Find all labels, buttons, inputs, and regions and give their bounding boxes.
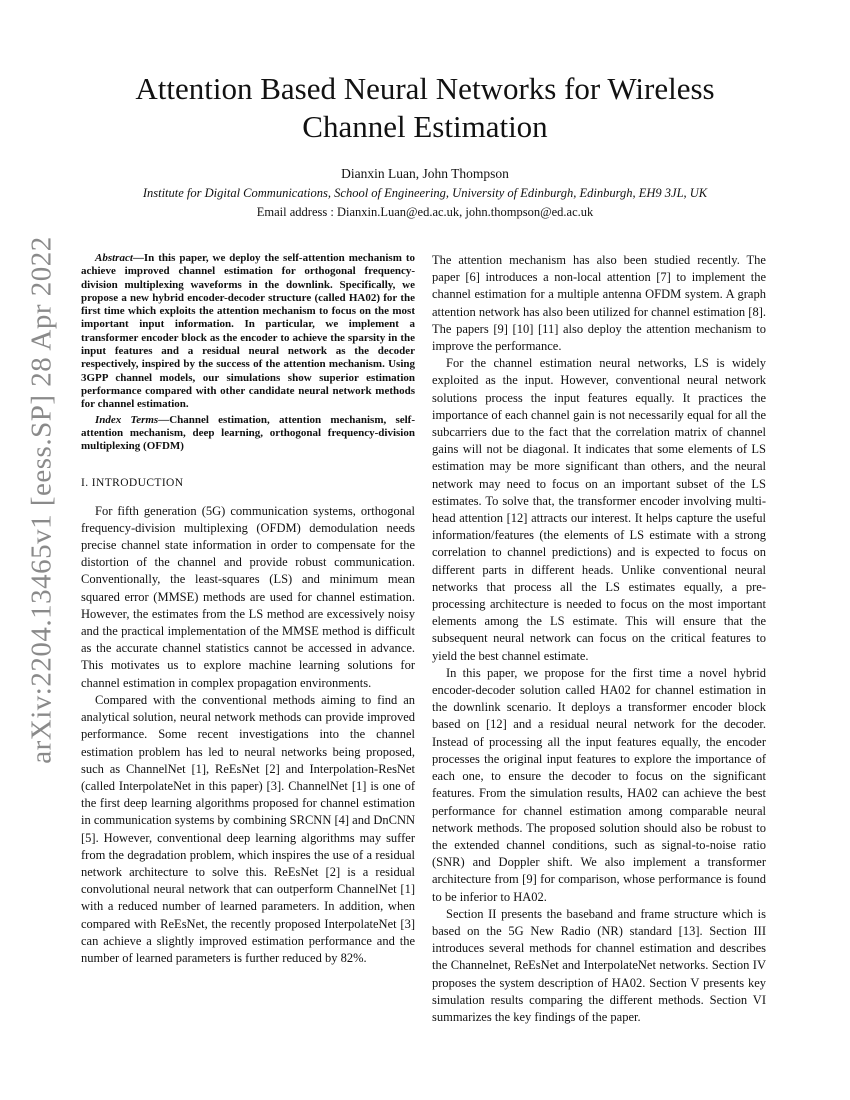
- right-column: [432, 252, 766, 1026]
- index-terms-text: —Channel estimation, attention mechanism, self-attention mechanism, deep learning, orthogonal frequency-division multiplexing (OFDM): [81, 413, 415, 453]
- left-column: [81, 252, 415, 967]
- arxiv-stamp: [12, 236, 72, 764]
- section-heading-introduction: I. INTRODUCTION: [81, 477, 184, 490]
- paper-title: Attention Based Neural Networks for Wireless Channel Estimation: [135, 71, 715, 144]
- paragraph: For the channel estimation neural networks, LS is widely exploited as the input. However, conventional neural network solutions process the input features equally. It practices the importance of each channel gain is not necessarily equal for all the subcarriers due to the fact that the correlation matrix of channel gains will not be diagonal. It indicates that some elements of LS estimation may be more significant than others, and the neural network may need to focus on an important subset of the LS estimates. To solve that, the transformer encoder involving multi-head attention [12] attracts our interest. It helps capture the useful information/features (the elements of LS estimate with a strong correlation to channel predictions) and is expected to focus on different parts in different heads. Unlike conventional neural networks that process all the LS estimates equally, a pre-processing architecture is needed to focus on the most important elements among the LS estimate. This will ensure that the subsequent neural network can focus on the critical features to yield the best channel estimate.: [432, 356, 766, 663]
- abstract-label: Abstract: [95, 252, 133, 264]
- index-terms: [81, 414, 415, 454]
- authors: Dianxin Luan, John Thompson: [341, 166, 509, 181]
- index-terms-label: Index Terms: [95, 413, 159, 426]
- abstract: [81, 252, 415, 412]
- arxiv-id: arXiv:2204.13465v1 [eess.SP] 28 Apr 2022: [25, 236, 58, 764]
- paragraph: In this paper, we propose for the first time a novel hybrid encoder-decoder solution called HA02 for channel estimation in the downlink scenario. It deploys a transformer encoder block based on [12] and a residual neural network for the decoder. Instead of processing all the input features equally, the encoder processes the original input features to explore the importance of each one, to ensure the decoder to focus on the significant features. From the simulation results, HA02 can achieve the best performance for channel estimation among comparable neural network methods. The proposed solution should also be robust to the extended channel conditions, such as signal-to-noise ratio (SNR) and Doppler shift. We also implement a transformer architecture from [9] for comparison, whose performance is found to be inferior to HA02.: [432, 665, 766, 904]
- abstract-text: —In this paper, we deploy the self-attention mechanism to achieve improved channel estimation for orthogonal frequency-division multiplexing waveforms in the downlink. Specifically, we propose a new hybrid encoder-decoder structure (called HA02) for the first time which exploits the attention mechanism to focus on the most important input information. In particular, we implement a transformer encoder block as the encoder to achieve the sparsity in the input features and a residual neural network as the decoder respectively, inspired by the success of the attention mechanism. Using 3GPP channel models, our simulations show superior estimation performance compared with other candidate neural network methods for channel estimation.: [81, 252, 415, 411]
- paragraph: Section II presents the baseband and frame structure which is based on the 5G New Radio (NR) standard [13]. Section III introduces several methods for channel estimation and describes the Channelnet, ReEsNet and InterpolateNet networks. Section IV proposes the system description of HA02. Section V presents key simulation results comparing the different methods. Section VI summarizes the key findings of the paper.: [432, 906, 766, 1024]
- affiliation: Institute for Digital Communications, School of Engineering, University of Edinburgh, Edinburgh, EH9 3JL, UK: [142, 186, 708, 200]
- email-line: Email address : Dianxin.Luan@ed.ac.uk, john.thompson@ed.ac.uk: [256, 205, 594, 219]
- paragraph: The attention mechanism has also been studied recently. The paper [6] introduces a non-local attention [7] to implement the channel estimation for a multiple antenna OFDM system. A graph attention network has also been utilized for channel estimation [8]. The papers [9] [10] [11] also deploy the attention mechanism to improve the performance.: [432, 253, 766, 354]
- paragraph: For fifth generation (5G) communication systems, orthogonal frequency-division multiplexing (OFDM) demodulation needs precise channel state information in order to compensate for the distortion of the channel and provide robust communication. Conventionally, the least-squares (LS) and minimum mean squared error (MMSE) methods are used for channel estimation. However, the estimates from the LS method are excessively noisy and the practical implementation of the MMSE method is difficult as the accurate channel statistics cannot be accessed in advance. This motivates us to explore machine learning solutions for channel estimation in complex propagation environments.: [81, 503, 415, 690]
- paragraph: Compared with the conventional methods aiming to find an analytical solution, neural network methods can provide improved performance. Some recent investigations into the channel estimation problem has led to neural networks being proposed, such as ChannelNet [1], ReEsNet [2] and Interpolation-ResNet (called InterpolateNet in this paper) [3]. ChannelNet [1] is one of the first deep learning algorithms proposed for channel estimation in communication systems by combining SRCNN [4] and DnCNN [5]. However, conventional deep learning algorithms may suffer from the degradation problem, which inspires the use of a residual network architecture to solve this. ReEsNet [2] is a residual convolutional neural network that can outperform ChannelNet [1] with a reduced number of learned parameters. In addition, when compared with ReEsNet, the recently proposed InterpolateNet [3] can achieve a slightly improved estimation performance and the number of learned parameters is further reduced by 82%.: [81, 692, 416, 965]
